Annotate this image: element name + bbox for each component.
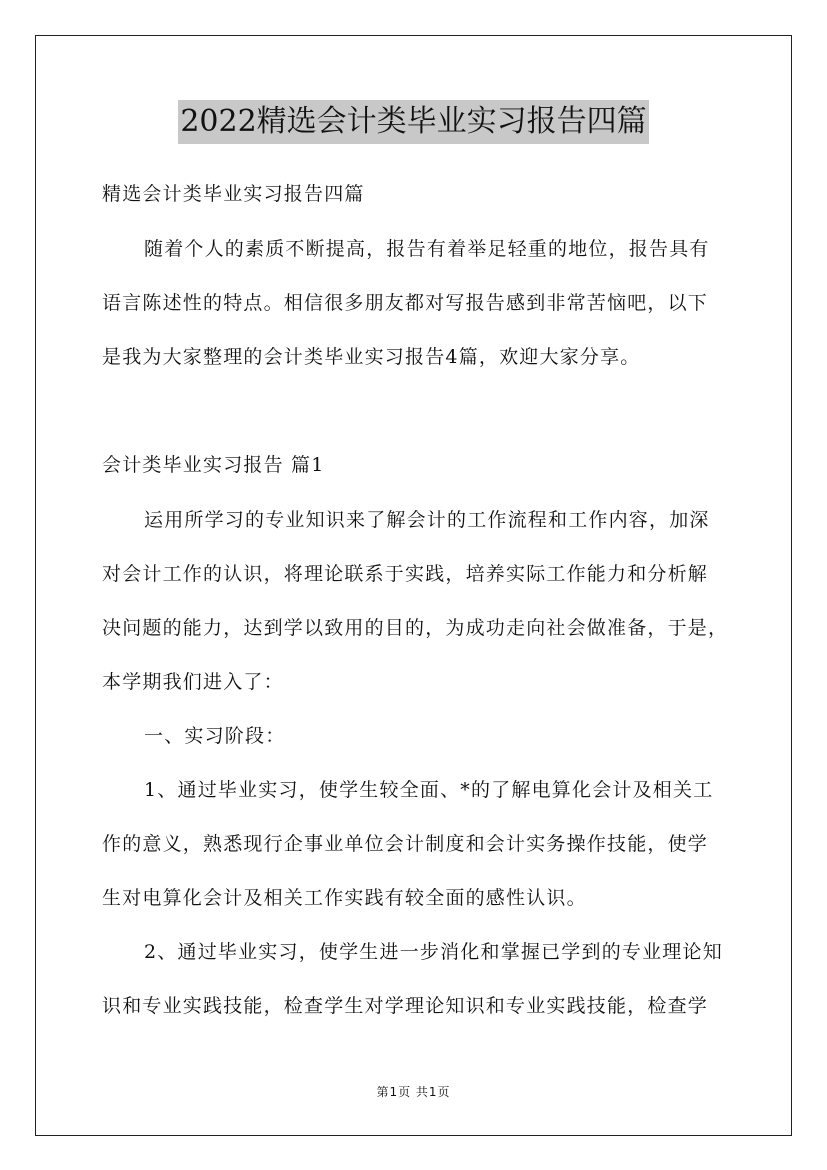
paragraph-line: 是我为大家整理的会计类毕业实习报告4篇，欢迎大家分享。 xyxy=(102,346,641,368)
paragraph-line: 运用所学习的专业知识来了解会计的工作流程和工作内容，加深 xyxy=(144,509,710,531)
paragraph-line: 随着个人的素质不断提高，报告有着举足轻重的地位，报告具有 xyxy=(144,238,710,260)
document-title-container xyxy=(0,100,827,144)
paragraph-line: 作的意义，熟悉现行企事业单位会计制度和会计实务操作技能，使学 xyxy=(102,833,709,855)
document-title: 2022精选会计类毕业实习报告四篇 xyxy=(178,100,648,144)
paragraph-line: 对会计工作的认识，将理论联系于实践，培养实际工作能力和分析解 xyxy=(102,563,709,585)
paragraph-line: 决问题的能力，达到学以致用的目的，为成功走向社会做准备，于是， xyxy=(102,617,729,639)
paragraph-line: 生对电算化会计及相关工作实践有较全面的感性认识。 xyxy=(102,887,587,909)
subsection-heading: 一、实习阶段： xyxy=(144,725,286,747)
paragraph-line: 2、通过毕业实习，使学生进一步消化和掌握已学到的专业理论知 xyxy=(144,941,723,963)
paragraph-line: 本学期我们进入了： xyxy=(102,671,284,693)
subtitle-line: 精选会计类毕业实习报告四篇 xyxy=(102,183,365,205)
paragraph-line: 识和专业实践技能，检查学生对学理论知识和专业实践技能，检查学 xyxy=(102,995,709,1017)
paragraph-line: 1、通过毕业实习，使学生较全面、*的了解电算化会计及相关工 xyxy=(144,779,714,801)
page-footer: 第1页 共1页 xyxy=(376,1085,451,1099)
paragraph-line: 语言陈述性的特点。相信很多朋友都对写报告感到非常苦恼吧，以下 xyxy=(102,292,709,314)
section-heading: 会计类毕业实习报告 篇1 xyxy=(102,454,325,476)
